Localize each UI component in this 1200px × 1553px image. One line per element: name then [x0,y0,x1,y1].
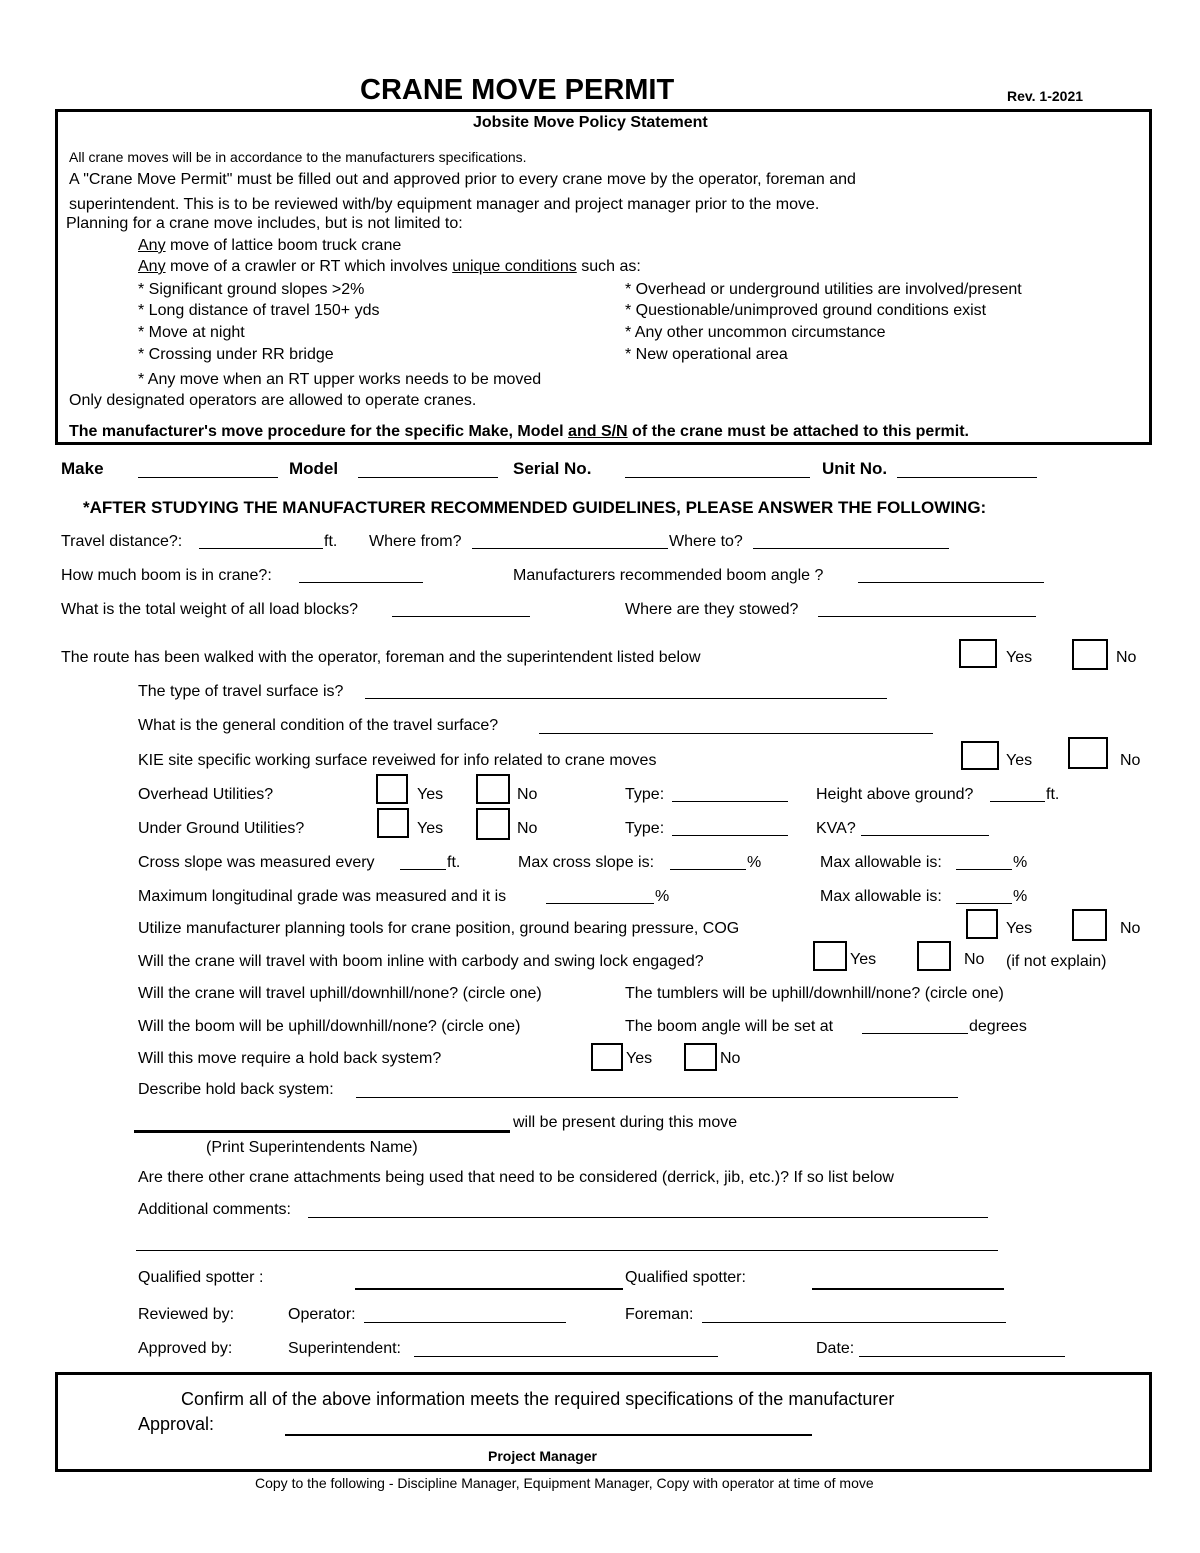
describe-hold-field[interactable] [356,1097,958,1098]
yes-label: Yes [1006,920,1033,937]
boom-angle-label: Manufacturers recommended boom angle ? [513,567,824,584]
boom-in-crane-label: How much boom is in crane?: [61,567,272,584]
policy-any-crawler: Any move of a crawler or RT which involves unique conditions such as: [138,258,641,275]
revision-label: Rev. 1-2021 [1007,88,1084,104]
operator-label: Operator: [288,1306,356,1323]
superintendent-label: Superintendent: [288,1340,401,1357]
describe-hold-label: Describe hold back system: [138,1081,334,1098]
bullet-item: * Any move when an RT upper works needs to be moved [138,371,542,388]
max-cross-label: Max cross slope is: [518,854,655,871]
type-label: Type: [625,820,665,837]
confirm-text: Confirm all of the above information meets the required specifications of the manufacturer [181,1389,895,1409]
approved-label: Approved by: [138,1340,233,1357]
bullet-item: * New operational area [625,346,788,363]
policy-heading: Jobsite Move Policy Statement [473,114,708,131]
if-not-explain: (if not explain) [1006,953,1107,970]
no-label: No [1116,649,1137,666]
max-allowable-label: Max allowable is: [820,854,942,871]
stowed-field[interactable] [818,616,1036,617]
comments-field[interactable] [308,1217,988,1218]
percent-sign: % [655,888,670,905]
boom-updown-label: Will the boom will be uphill/downhill/none? (circle one) [138,1018,521,1035]
max-allowable-grade-field[interactable] [956,903,1012,904]
kva-label: KVA? [816,820,856,837]
yes-label: Yes [850,951,877,968]
cross-slope-field[interactable] [400,869,446,870]
yes-label: Yes [1006,649,1033,666]
policy-line: All crane moves will be in accordance to the manufacturers specifications. [69,149,527,165]
overhead-no-checkbox[interactable] [476,774,510,804]
boom-angle-set-field[interactable] [862,1033,968,1034]
long-grade-label: Maximum longitudinal grade was measured and it is [138,888,507,905]
unit-ft: ft. [324,533,338,550]
surface-condition-field[interactable] [539,733,933,734]
degrees-label: degrees [969,1018,1027,1035]
no-label: No [720,1050,741,1067]
reviewed-label: Reviewed by: [138,1306,235,1323]
model-field[interactable] [358,477,498,478]
make-field[interactable] [138,477,278,478]
where-to-label: Where to? [669,533,743,550]
where-from-field[interactable] [472,548,668,549]
approval-signature-field[interactable] [285,1434,812,1436]
bullet-item: * Any other uncommon circumstance [625,324,886,341]
hold-back-yes-checkbox[interactable] [591,1043,623,1071]
attachments-label: Are there other crane attachments being used that need to be considered (derrick, jib, etc.)? If so list below [138,1169,894,1186]
kva-field[interactable] [861,835,989,836]
tumblers-label: The tumblers will be uphill/downhill/none? (circle one) [625,985,1004,1002]
kie-yes-checkbox[interactable] [961,741,999,770]
project-manager-label: Project Manager [488,1448,597,1464]
travel-distance-field[interactable] [199,548,323,549]
load-blocks-label: What is the total weight of all load blocks? [61,601,359,618]
superintendent-field[interactable] [414,1356,718,1357]
underground-type-field[interactable] [672,835,788,836]
percent-sign: % [747,854,762,871]
cross-slope-label: Cross slope was measured every [138,854,375,871]
long-grade-field[interactable] [546,903,654,904]
boom-inline-yes-checkbox[interactable] [813,941,847,971]
underground-yes-checkbox[interactable] [377,808,409,838]
unit-ft: ft. [447,854,461,871]
planning-yes-checkbox[interactable] [966,909,998,939]
planning-no-checkbox[interactable] [1072,909,1107,941]
policy-line: superintendent. This is to be reviewed with/by equipment manager and project manager prior to the move. [69,196,820,213]
spotter1-label: Qualified spotter : [138,1269,264,1286]
no-label: No [1120,920,1141,937]
policy-line: A "Crane Move Permit" must be filled out and approved prior to every crane move by the operator, foreman and [69,171,856,188]
yes-label: Yes [417,786,444,803]
unit-field[interactable] [897,477,1037,478]
kie-no-checkbox[interactable] [1068,737,1108,769]
policy-any-lattice: Any move of lattice boom truck crane [138,237,402,254]
policy-procedure: The manufacturer's move procedure for the specific Make, Model and S/N of the crane must be attached to this permit. [69,423,969,440]
present-label: will be present during this move [513,1114,738,1131]
policy-line: Planning for a crane move includes, but is not limited to: [66,215,463,232]
height-field[interactable] [990,801,1045,802]
no-label: No [517,786,538,803]
bullet-item: * Questionable/unimproved ground conditions exist [625,302,987,319]
overhead-utilities-label: Overhead Utilities? [138,786,274,803]
route-walked-yes-checkbox[interactable] [959,639,997,668]
where-to-field[interactable] [753,548,949,549]
approval-box [55,1372,1152,1472]
make-label: Make [61,459,104,478]
max-allowable-cross-field[interactable] [956,869,1012,870]
model-label: Model [289,459,339,478]
serial-label: Serial No. [513,459,592,478]
unit-ft: ft. [1046,786,1060,803]
surface-type-field[interactable] [365,698,887,699]
overhead-yes-checkbox[interactable] [376,774,408,804]
kie-surface-label: KIE site specific working surface reveiwed for info related to crane moves [138,752,657,769]
stowed-label: Where are they stowed? [625,601,799,618]
max-cross-field[interactable] [670,869,746,870]
comments-field-line2[interactable] [136,1250,998,1251]
foreman-field[interactable] [702,1322,1006,1323]
operator-field[interactable] [364,1322,566,1323]
boom-angle-field[interactable] [858,582,1044,583]
underground-no-checkbox[interactable] [476,808,510,840]
hold-back-label: Will this move require a hold back system? [138,1050,442,1067]
spotter2-field[interactable] [812,1288,1004,1290]
type-label: Type: [625,786,665,803]
bullet-item: * Move at night [138,324,245,341]
boom-angle-set-label: The boom angle will be set at [625,1018,834,1035]
max-allowable-label: Max allowable is: [820,888,942,905]
yes-label: Yes [417,820,444,837]
travel-updown-label: Will the crane will travel uphill/downhill/none? (circle one) [138,985,542,1002]
load-blocks-field[interactable] [392,616,530,617]
boom-in-crane-field[interactable] [299,582,423,583]
superintendent-name-field[interactable] [134,1130,510,1133]
percent-sign: % [1013,888,1028,905]
yes-label: Yes [1006,752,1033,769]
surface-condition-label: What is the general condition of the travel surface? [138,717,499,734]
bullet-item: * Significant ground slopes >2% [138,281,365,298]
approval-label: Approval: [138,1414,215,1434]
yes-label: Yes [626,1050,653,1067]
bullet-item: * Overhead or underground utilities are involved/present [625,281,1022,298]
height-label: Height above ground? [816,786,974,803]
boom-inline-no-checkbox[interactable] [917,941,951,971]
no-label: No [1120,752,1141,769]
serial-field[interactable] [625,477,810,478]
spotter1-field[interactable] [355,1288,623,1290]
percent-sign: % [1013,854,1028,871]
boom-inline-label: Will the crane will travel with boom inline with carbody and swing lock engaged? [138,953,704,970]
policy-line: Only designated operators are allowed to operate cranes. [69,392,477,409]
travel-distance-label: Travel distance?: [61,533,183,550]
overhead-type-field[interactable] [672,801,788,802]
page-title: CRANE MOVE PERMIT [360,74,675,106]
surface-type-label: The type of travel surface is? [138,683,344,700]
spotter2-label: Qualified spotter: [625,1269,746,1286]
unit-label: Unit No. [822,459,888,478]
no-label: No [964,951,985,968]
instruction-heading: *AFTER STUDYING THE MANUFACTURER RECOMMENDED GUIDELINES, PLEASE ANSWER THE FOLLOWING: [83,498,987,517]
route-walked-label: The route has been walked with the operator, foreman and the superintendent listed below [61,649,701,666]
route-walked-no-checkbox[interactable] [1072,639,1108,670]
date-field[interactable] [859,1356,1065,1357]
print-super-label: (Print Superintendents Name) [206,1139,418,1156]
planning-tools-label: Utilize manufacturer planning tools for crane position, ground bearing pressure, COG [138,920,740,937]
bullet-item: * Crossing under RR bridge [138,346,334,363]
underground-utilities-label: Under Ground Utilities? [138,820,305,837]
copy-note: Copy to the following - Discipline Manager, Equipment Manager, Copy with operator at time of move [255,1475,874,1491]
no-label: No [517,820,538,837]
date-label: Date: [816,1340,855,1357]
comments-label: Additional comments: [138,1201,291,1218]
foreman-label: Foreman: [625,1306,694,1323]
where-from-label: Where from? [369,533,462,550]
bullet-item: * Long distance of travel 150+ yds [138,302,380,319]
hold-back-no-checkbox[interactable] [684,1043,717,1071]
